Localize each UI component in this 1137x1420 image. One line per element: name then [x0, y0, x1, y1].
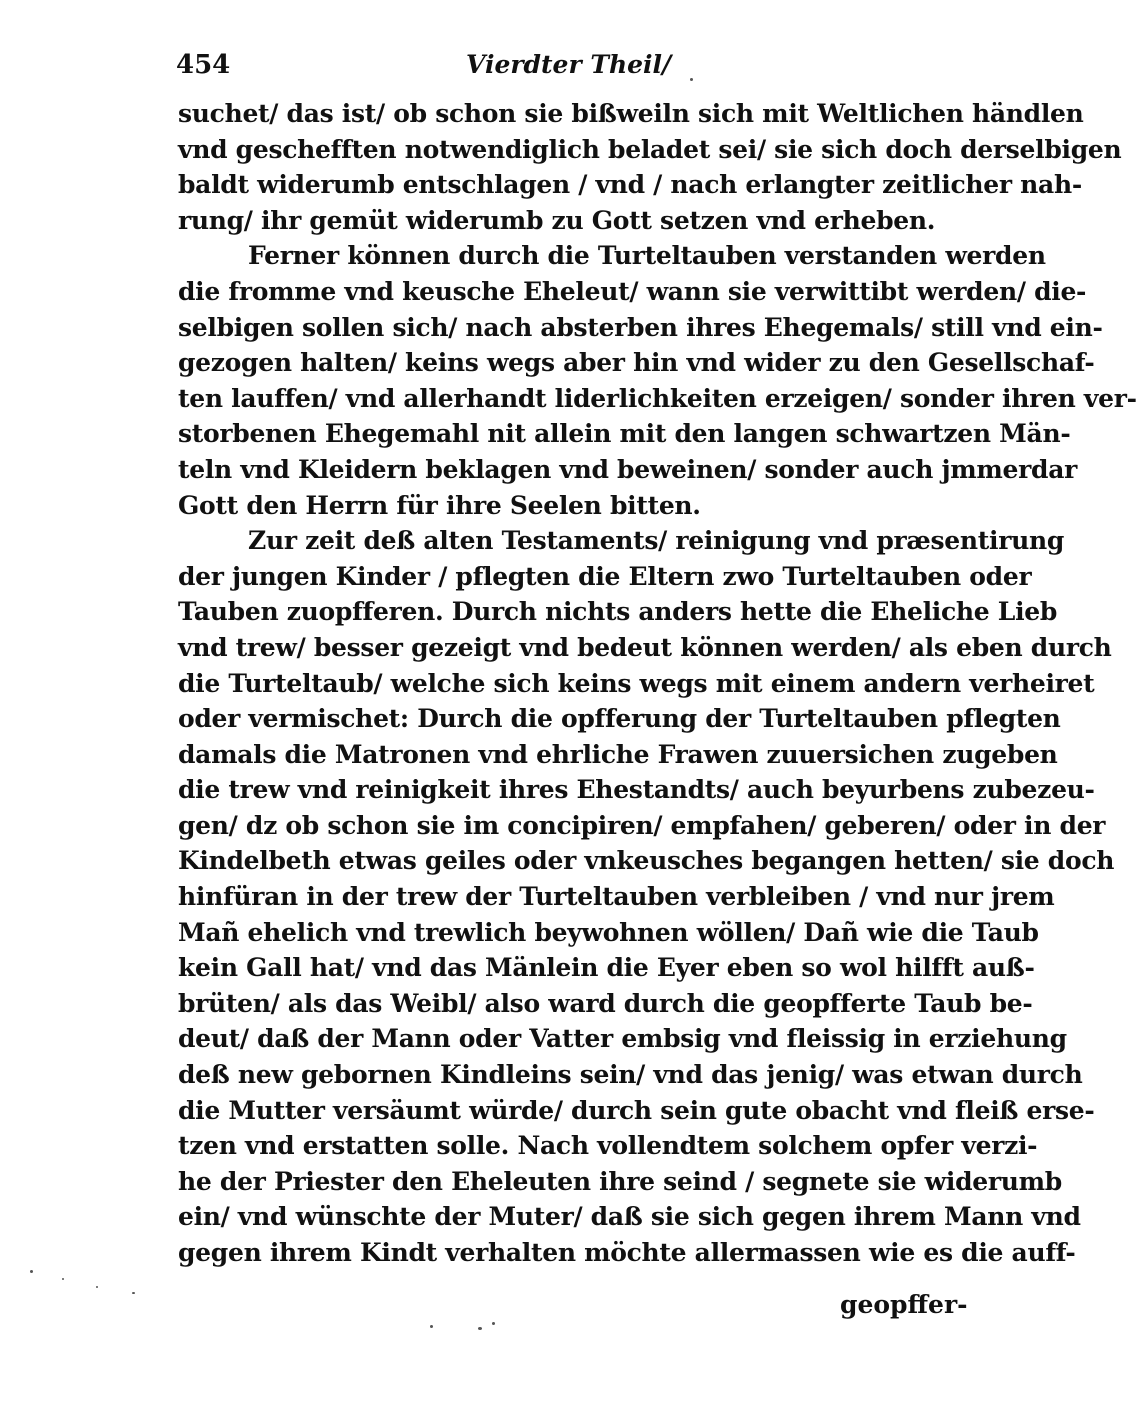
text-line: baldt widerumb entschlagen / vnd / nach erlangter zeitlicher nah- [178, 170, 1082, 200]
scan-speck [132, 1292, 135, 1294]
text-line: ten lauffen/ vnd allerhandt liderlichkeiten erzeigen/ sonder ihren ver- [178, 383, 1137, 413]
text-line: Tauben zuopfferen. Durch nichts anders hette die Eheliche Lieb [178, 597, 1058, 627]
text-line: oder vermischet: Durch die opfferung der Turteltauben pflegten [178, 704, 1061, 734]
text-line: suchet/ das ist/ ob schon sie bißweiln sich mit Weltlichen händlen [178, 99, 1084, 128]
text-line: gegen ihrem Kindt verhalten möchte allermassen wie es die auff- [178, 1238, 1076, 1267]
text-line: damals die Matronen vnd ehrliche Frawen zuuersichen zugeben [178, 739, 1058, 769]
text-line: die trew vnd reinigkeit ihres Ehestandts/ auch beyurbens zubezeu- [178, 775, 1095, 805]
text-line: tzen vnd erstatten solle. Nach vollendtem solchem opfer verzi- [178, 1131, 1038, 1161]
scan-speck [96, 1286, 98, 1288]
text-line: Kindelbeth etwas geiles oder vnkeusches begangen hetten/ sie doch [178, 846, 1115, 876]
text-line: die Turteltaub/ welche sich keins wegs mit einem andern verheiret [178, 668, 1095, 698]
scan-speck [492, 1322, 495, 1325]
text-line: die fromme vnd keusche Eheleut/ wann sie verwittibt werden/ die- [178, 276, 1087, 306]
text-line: selbigen sollen sich/ nach absterben ihres Ehegemals/ still vnd ein- [178, 312, 1103, 342]
text-line: Mañ ehelich vnd trewlich beywohnen wöllen/ Dañ wie die Taub [178, 917, 1039, 947]
text-line: vnd trew/ besser gezeigt vnd bedeut können werden/ als eben durch [178, 632, 1112, 662]
scan-speck [430, 1325, 433, 1328]
text-line: ein/ vnd wünschte der Muter/ daß sie sich gegen ihrem Mann vnd [178, 1202, 1081, 1232]
scan-speck [478, 1327, 482, 1330]
catchword: geopffer- [840, 1290, 968, 1319]
page-header [176, 50, 876, 94]
text-line: Gott den Herrn für ihre Seelen bitten. [178, 490, 701, 520]
scan-speck [690, 78, 693, 81]
scan-speck [62, 1278, 64, 1280]
text-line: vnd geschefften notwendiglich beladet sei/ sie sich doch derselbigen [178, 134, 1122, 164]
text-line: deß new gebornen Kindleins sein/ vnd das jenig/ was etwan durch [178, 1060, 1083, 1090]
scan-speck [30, 1270, 33, 1273]
body-text [178, 96, 1137, 1271]
text-line: storbenen Ehegemahl nit allein mit den langen schwartzen Män- [178, 419, 1071, 449]
text-line: deut/ daß der Mann oder Vatter embsig vnd fleissig in erziehung [178, 1024, 1067, 1054]
text-line: der jungen Kinder / pflegten die Eltern zwo Turteltauben oder [178, 561, 1032, 591]
text-line: hinfüran in der trew der Turteltauben verbleiben / vnd nur jrem [178, 882, 1055, 912]
text-line: rung/ ihr gemüt widerumb zu Gott setzen vnd erheben. [178, 205, 936, 235]
text-line: gen/ dz ob schon sie im concipiren/ empfahen/ geberen/ oder in der [178, 810, 1106, 840]
text-line: Ferner können durch die Turteltauben verstanden werden [248, 241, 1046, 271]
text-line: Zur zeit deß alten Testaments/ reinigung vnd præsentirung [248, 526, 1065, 556]
text-line: he der Priester den Eheleuten ihre seind / segnete sie widerumb [178, 1166, 1062, 1196]
text-line: kein Gall hat/ vnd das Mänlein die Eyer eben so wol hilfft auß- [178, 953, 1035, 983]
page-number: 454 [176, 50, 231, 80]
text-line: gezogen halten/ keins wegs aber hin vnd wider zu den Gesellschaf- [178, 348, 1095, 378]
text-line: teln vnd Kleidern beklagen vnd beweinen/ sonder auch jmmerdar [178, 454, 1077, 484]
text-line: brüten/ als das Weibl/ also ward durch die geopfferte Taub be- [178, 988, 1033, 1018]
running-head: Vierdter Theil/ [466, 50, 672, 79]
text-line: die Mutter versäumt würde/ durch sein gute obacht vnd fleiß erse- [178, 1095, 1095, 1125]
